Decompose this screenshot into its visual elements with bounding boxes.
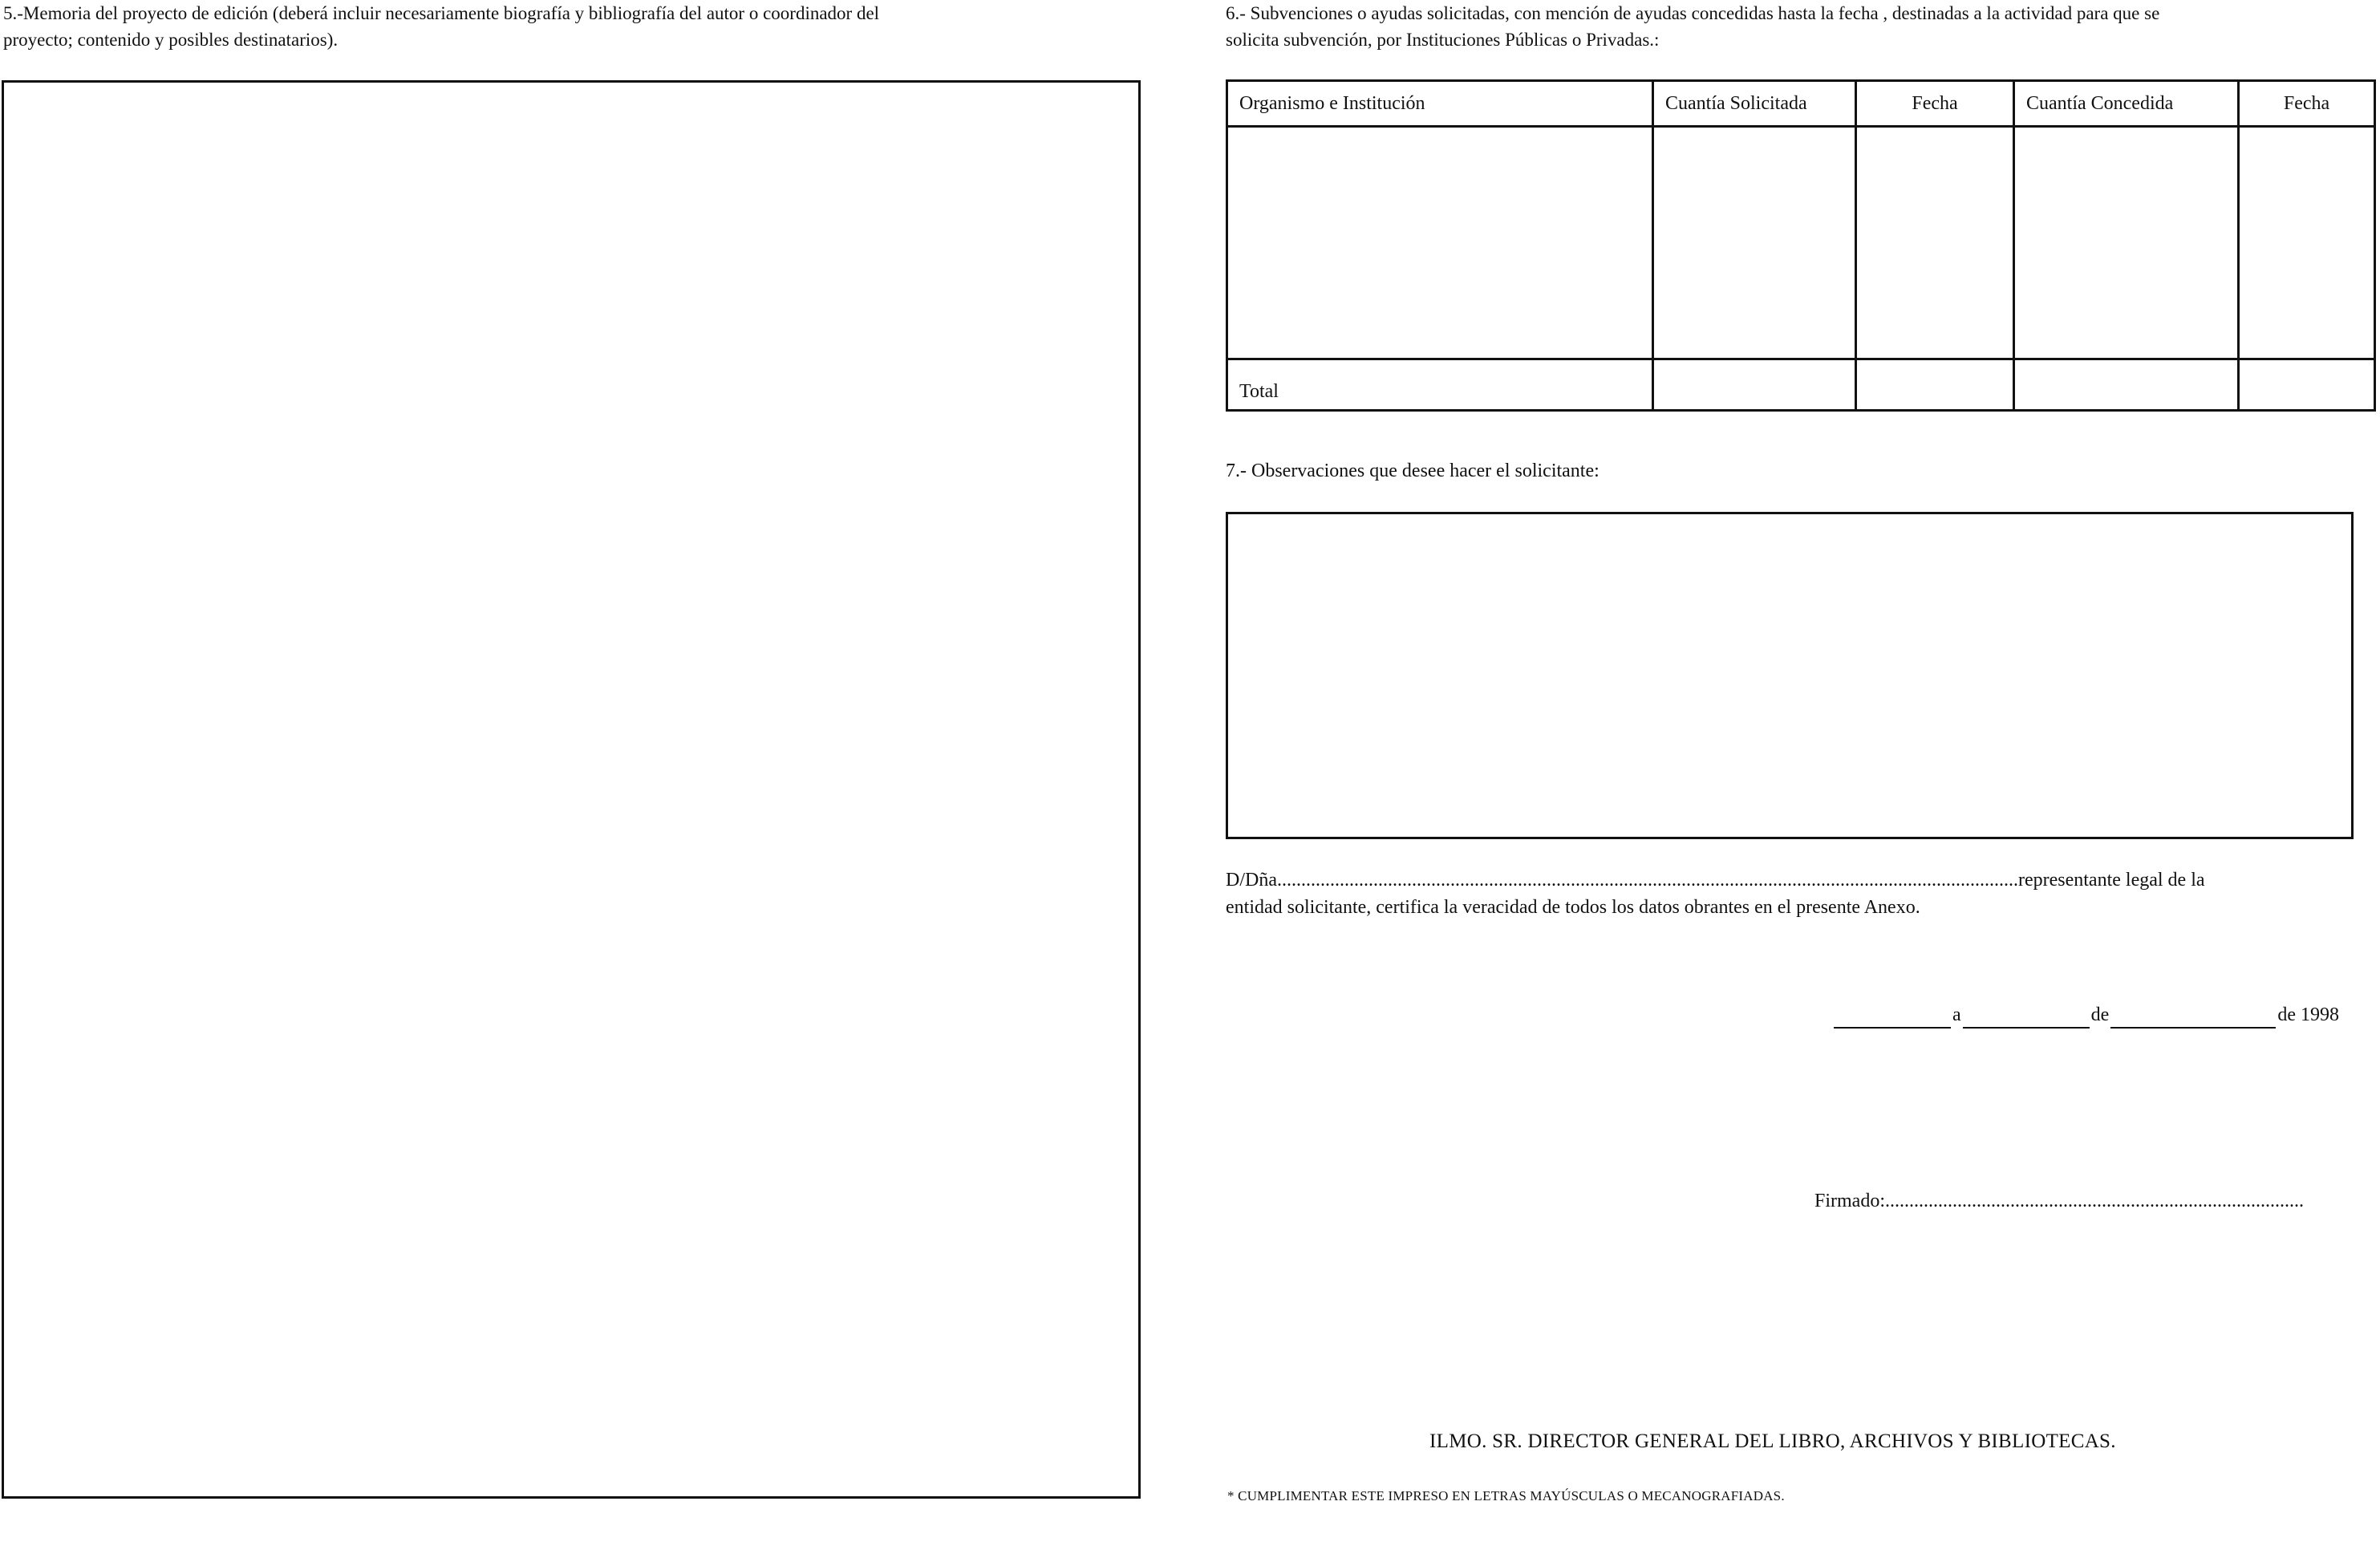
table-total-row [1227,359,2375,411]
total-fecha-concedida[interactable] [2239,359,2375,411]
observations-input-box[interactable] [1226,512,2354,839]
cell-organismo[interactable] [1227,127,1653,359]
cell-cuantia-solicitada[interactable] [1653,127,1856,359]
date-year-label: de 1998 [2277,1004,2339,1025]
header-organismo: Organismo e Institución [1227,81,1653,127]
place-blank[interactable] [1834,1006,1951,1029]
date-line [1834,1001,2341,1029]
date-a-label: a [1952,1004,1961,1025]
signature-line[interactable]: Firmado:....................................................................................... [1814,1191,2304,1211]
section-5-heading: 5.-Memoria del proyecto de edición (deberá incluir necesariamente biografía y bibliografía del autor o coordinador del proyecto; contenido y posibles destinatarios). [3,3,880,50]
header-cuantia-concedida: Cuantía Concedida [2014,81,2239,127]
certification-text: D/Dña..........................................................................................................................................................representante legal de la entidad solicitante, certifica la veracidad de todos los datos obrantes en el presente Anexo. [1226,870,2205,918]
header-fecha-concedida: Fecha [2239,81,2375,127]
memoria-input-box[interactable] [2,80,1141,1499]
header-fecha-solicitada: Fecha [1856,81,2014,127]
total-label: Total [1227,359,1653,411]
cell-cuantia-concedida[interactable] [2014,127,2239,359]
subsidies-table [1226,79,2376,412]
addressee: ILMO. SR. DIRECTOR GENERAL DEL LIBRO, ARCHIVOS Y BIBLIOTECAS. [1429,1430,2116,1452]
date-de-label: de [2090,1004,2110,1025]
cell-fecha-solicitada[interactable] [1856,127,2014,359]
month-blank[interactable] [2110,1006,2276,1029]
table-row [1227,127,2375,359]
section-6-heading: 6.- Subvenciones o ayudas solicitadas, con mención de ayudas concedidas hasta la fecha , destinadas a la actividad para que se solicita subvención, por Instituciones Públicas o Privadas.: [1226,3,2160,50]
day-blank[interactable] [1963,1006,2090,1029]
table-header-row [1227,81,2375,127]
total-fecha-solicitada[interactable] [1856,359,2014,411]
section-7-heading: 7.- Observaciones que desee hacer el solicitante: [1226,461,1600,481]
total-cuantia-solicitada[interactable] [1653,359,1856,411]
total-cuantia-concedida[interactable] [2014,359,2239,411]
cell-fecha-concedida[interactable] [2239,127,2375,359]
header-cuantia-solicitada: Cuantía Solicitada [1653,81,1856,127]
footnote: * CUMPLIMENTAR ESTE IMPRESO EN LETRAS MAYÚSCULAS O MECANOGRAFIADAS. [1227,1488,1785,1503]
